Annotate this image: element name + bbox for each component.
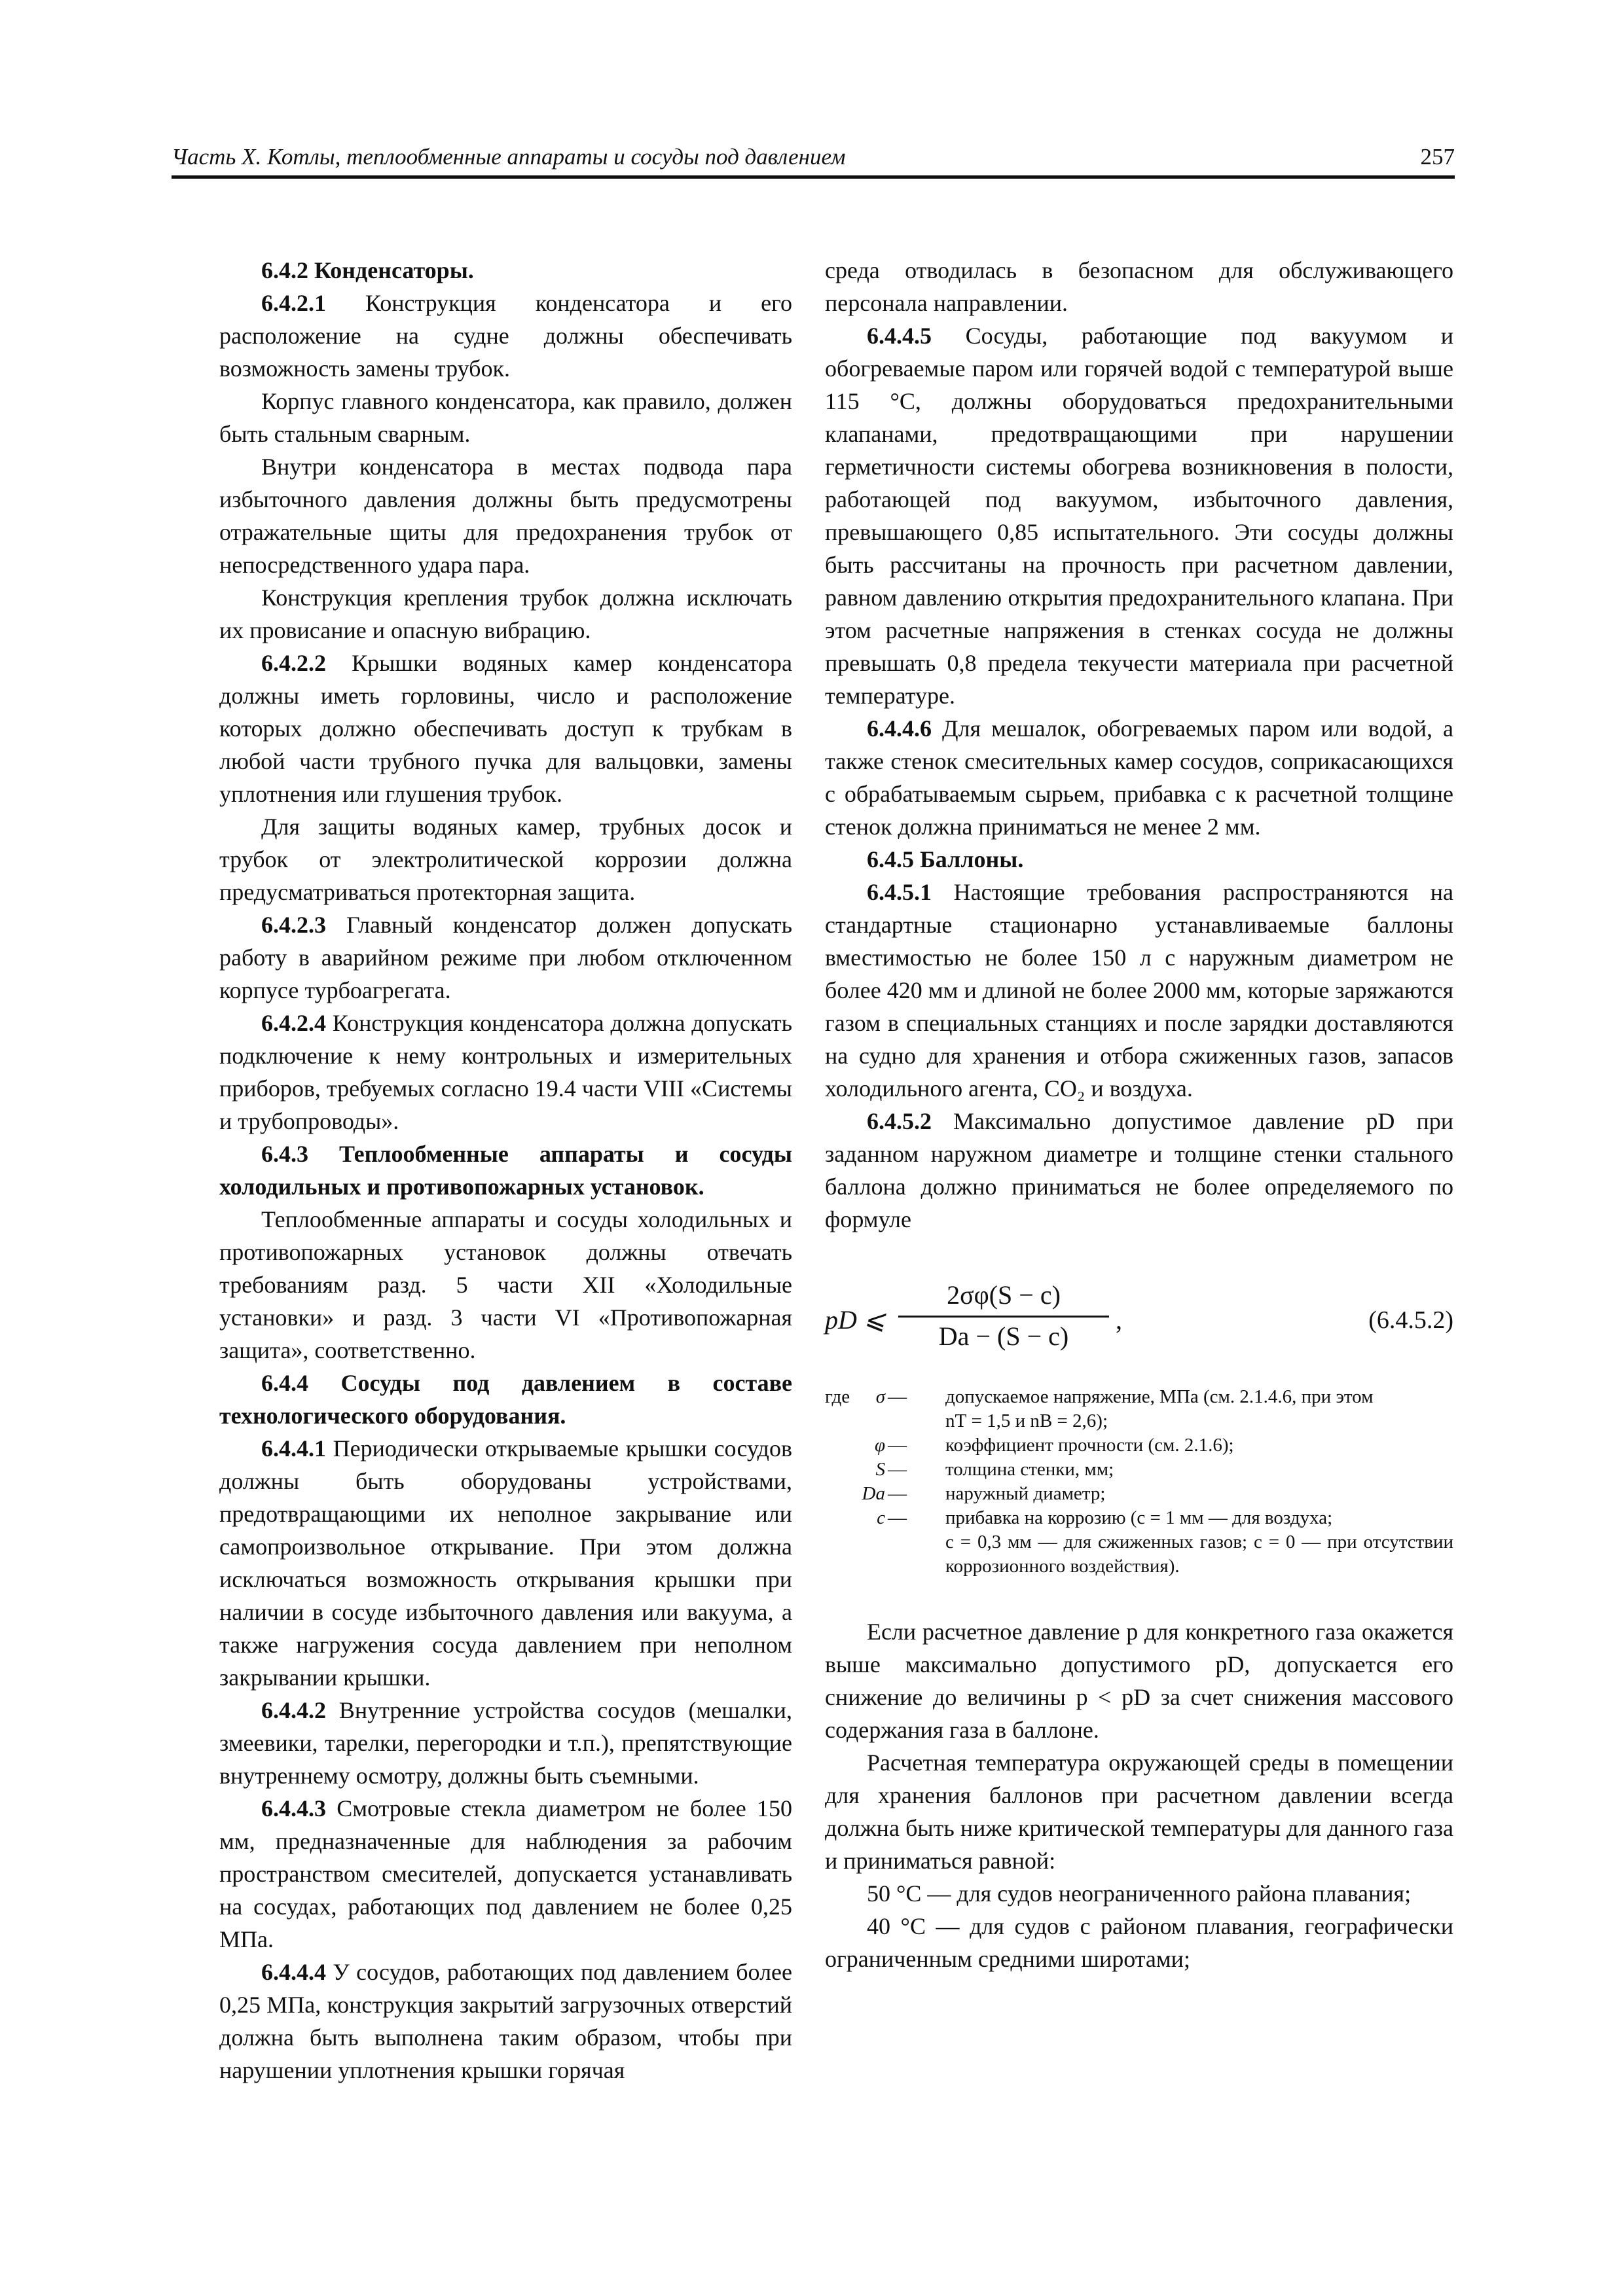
formula-fraction [898, 1279, 1109, 1353]
legend-text-continuation: nТ = 1,5 и nВ = 2,6); [945, 1410, 1108, 1431]
paragraph [825, 1877, 1453, 1910]
paragraph-text: 50 °C — для судов неограниченного района плавания; [867, 1880, 1412, 1907]
legend-symbol: c [877, 1507, 885, 1528]
paragraph [219, 647, 792, 810]
legend-symbol: S [875, 1459, 885, 1480]
right-column-top [825, 254, 1453, 1236]
legend-intro: где [825, 1386, 850, 1407]
clause-number: 6.4.4.2 [261, 1697, 326, 1723]
legend-dash: — [888, 1507, 907, 1528]
formula-numerator: 2σφ(S − c) [898, 1279, 1109, 1318]
clause-number: 6.4.2.2 [261, 650, 326, 676]
legend-text: толщина стенки, мм; [945, 1459, 1114, 1480]
paragraph [825, 712, 1453, 843]
formula-lhs: pD ⩽ [825, 1305, 886, 1335]
legend-dash: — [888, 1483, 907, 1504]
section-heading: 6.4.2 Конденсаторы. [261, 257, 474, 283]
legend-dash: — [888, 1459, 907, 1480]
clause-number: 6.4.4.5 [867, 323, 932, 349]
section-heading: 6.4.4 Сосуды под давлением в составе технологического оборудования. [219, 1370, 792, 1429]
formula-6-4-5-2 [825, 1274, 1453, 1372]
paragraph [219, 1694, 792, 1792]
clause-number: 6.4.5.2 [867, 1108, 932, 1134]
paragraph-continuation [825, 254, 1453, 319]
paragraph [825, 876, 1453, 1105]
paragraph-text: Корпус главного конденсатора, как правило, должен быть стальным сварным. [219, 388, 792, 447]
legend-symbol: σ [875, 1386, 885, 1407]
paragraph-text: Внутренние устройства сосудов (мешалки, змеевики, тарелки, перегородки и т.п.), препятствующие внутреннему осмотру, должны быть съемными. [219, 1697, 792, 1789]
legend-item [825, 1458, 1453, 1482]
legend-item [825, 1385, 1453, 1409]
legend-dash: — [888, 1435, 907, 1456]
paragraph [219, 581, 792, 647]
legend-item [825, 1482, 1453, 1506]
paragraph-text: 40 °C — для судов с районом плавания, географически ограниченным средними широтами; [825, 1913, 1453, 1972]
paragraph-text: Периодически открываемые крышки сосудов должны быть оборудованы устройствами, предотвращающими их неполное закрывание или самопроизвольное открывание. При этом должна исключаться возможность открывания крышки при наличии в сосуде избыточного давления или вакуума, а также нагружения сосуда давлением при неполном закрывании крышки. [219, 1435, 792, 1691]
paragraph [219, 1792, 792, 1956]
paragraph [825, 1746, 1453, 1877]
paragraph [825, 319, 1453, 712]
legend-item [825, 1506, 1453, 1530]
running-title: Часть X. Котлы, теплообменные аппараты и сосуды под давлением [172, 144, 846, 170]
section-heading: 6.4.5 Баллоны. [867, 846, 1024, 872]
formula-comma: , [1116, 1305, 1122, 1335]
running-header [172, 139, 1455, 179]
paragraph [219, 1432, 792, 1694]
paragraph [219, 1007, 792, 1138]
formula-number: (6.4.5.2) [1368, 1306, 1453, 1334]
legend-item [825, 1433, 1453, 1458]
paragraph [219, 1203, 792, 1367]
page-number: 257 [1420, 144, 1455, 170]
paragraph-text: Для защиты водяных камер, трубных досок и трубок от электролитической коррозии должна предусматриваться протекторная защита. [219, 814, 792, 905]
clause-number: 6.4.2.4 [261, 1010, 326, 1036]
paragraph [825, 1615, 1453, 1746]
paragraph-text: среда отводилась в безопасном для обслуживающего персонала направлении. [825, 257, 1453, 316]
paragraph [219, 810, 792, 908]
left-column [219, 254, 792, 2087]
paragraph-text: Теплообменные аппараты и сосуды холодильных и противопожарных установок должны отвечать требованиям разд. 5 части XII «Холодильные установки» и разд. 3 части VI «Противопожарная защита», соответственно. [219, 1206, 792, 1363]
legend-dash: — [888, 1386, 907, 1407]
legend-text-continuation: c = 0,3 мм — для сжиженных газов; c = 0 — при отсутствии коррозионного воздействия). [945, 1532, 1453, 1577]
paragraph [219, 908, 792, 1007]
legend-symbol: φ [874, 1435, 885, 1456]
section-heading: 6.4.3 Теплообменные аппараты и сосуды холодильных и противопожарных установок. [219, 1141, 792, 1200]
right-column-bottom [825, 1615, 1453, 1975]
paragraph-text: Для мешалок, обогреваемых паром или водой, а также стенок смесительных камер сосудов, соприкасающихся с обрабатываемым сырьем, прибавка c к расчетной толщине стенок должна приниматься не менее 2 мм. [825, 715, 1453, 840]
clause-number: 6.4.2.1 [261, 290, 326, 316]
paragraph [219, 1956, 792, 2087]
paragraph-text: Конструкция конденсатора должна допускать подключение к нему контрольных и измерительных приборов, требуемых согласно 19.4 части VIII «Системы и трубопроводы». [219, 1010, 792, 1134]
paragraph-text: Настоящие требования распространяются на стандартные стационарно устанавливаемые баллоны вместимостью не более 150 л с наружным диаметром не более 420 мм и длиной не более 2000 мм, которые заряжаются газом в специальных станциях и после зарядки доставляются на судно для хранения и отбора сжиженных газов, запасов холодильного агента, CO₂ и воздуха. [825, 879, 1453, 1102]
paragraph [219, 287, 792, 385]
paragraph-text: Главный конденсатор должен допускать работу в аварийном режиме при любом отключенном корпусе турбоагрегата. [219, 912, 792, 1003]
paragraph-text: Расчетная температура окружающей среды в помещении для хранения баллонов при расчетном давлении всегда должна быть ниже критической температуры для данного газа и приниматься равной: [825, 1749, 1453, 1874]
paragraph-text: Максимально допустимое давление pD при заданном наружном диаметре и толщине стенки стального баллона должно приниматься не более определяемого по формуле [825, 1108, 1453, 1232]
paragraph [219, 450, 792, 581]
clause-number: 6.4.4.4 [261, 1959, 326, 1985]
paragraph-text: Конструкция конденсатора и его расположение на судне должны обеспечивать возможность замены трубок. [219, 290, 792, 382]
clause-number: 6.4.2.3 [261, 912, 326, 938]
legend-text: прибавка на коррозию (c = 1 мм — для воздуха; [945, 1507, 1333, 1528]
paragraph [825, 1105, 1453, 1236]
right-column [825, 254, 1453, 1975]
paragraph-text: Внутри конденсатора в местах подвода пара избыточного давления должны быть предусмотрены отражательные щиты для предохранения трубок от непосредственного удара пара. [219, 454, 792, 578]
legend-text: наружный диаметр; [945, 1483, 1106, 1504]
paragraph-text: Если расчетное давление p для конкретного газа окажется выше максимально допустимого pD, допускается его снижение до величины p < pD за счет снижения массового содержания газа в баллоне. [825, 1619, 1453, 1743]
legend-text: допускаемое напряжение, МПа (см. 2.1.4.6, при этом [945, 1386, 1374, 1407]
formula-denominator: Da − (S − c) [938, 1321, 1069, 1351]
clause-number: 6.4.4.6 [867, 715, 932, 742]
clause-number: 6.4.4.3 [261, 1795, 326, 1821]
paragraph-text: Конструкция крепления трубок должна исключать их провисание и опасную вибрацию. [219, 584, 792, 643]
paragraph-text: Смотровые стекла диаметром не более 150 мм, предназначенные для наблюдения за рабочим пространством смесителей, допускается устанавливать на сосудах, работающих под давлением не более 0,25 МПа. [219, 1795, 792, 1952]
paragraph-text: У сосудов, работающих под давлением более 0,25 МПа, конструкция закрытий загрузочных отверстий должна быть выполнена таким образом, чтобы при нарушении уплотнения крышки горячая [219, 1959, 792, 2083]
legend-text: коэффициент прочности (см. 2.1.6); [945, 1435, 1234, 1456]
paragraph [825, 1910, 1453, 1975]
paragraph-text: Крышки водяных камер конденсатора должны иметь горловины, число и расположение которых должно обеспечивать доступ к трубкам в любой части трубного пучка для вальцовки, замены уплотнения или глушения трубок. [219, 650, 792, 807]
legend-symbol: Da [862, 1483, 885, 1504]
clause-number: 6.4.5.1 [867, 879, 932, 905]
clause-number: 6.4.4.1 [261, 1435, 326, 1462]
paragraph-text: Сосуды, работающие под вакуумом и обогреваемые паром или горячей водой с температурой выше 115 °C, должны оборудоваться предохранительными клапанами, предотвращающими при нарушении герметичности системы обогрева возникновения в полости, работающей под вакуумом, избыточного давления, превышающего 0,85 испытательного. Эти сосуды должны быть рассчитаны на прочность при расчетном давлении, равном давлению открытия предохранительного клапана. При этом расчетные напряжения в стенках сосуда не должны превышать 0,8 предела текучести материала при расчетной температуре. [825, 323, 1453, 709]
formula-legend [825, 1385, 1453, 1579]
paragraph [219, 385, 792, 450]
